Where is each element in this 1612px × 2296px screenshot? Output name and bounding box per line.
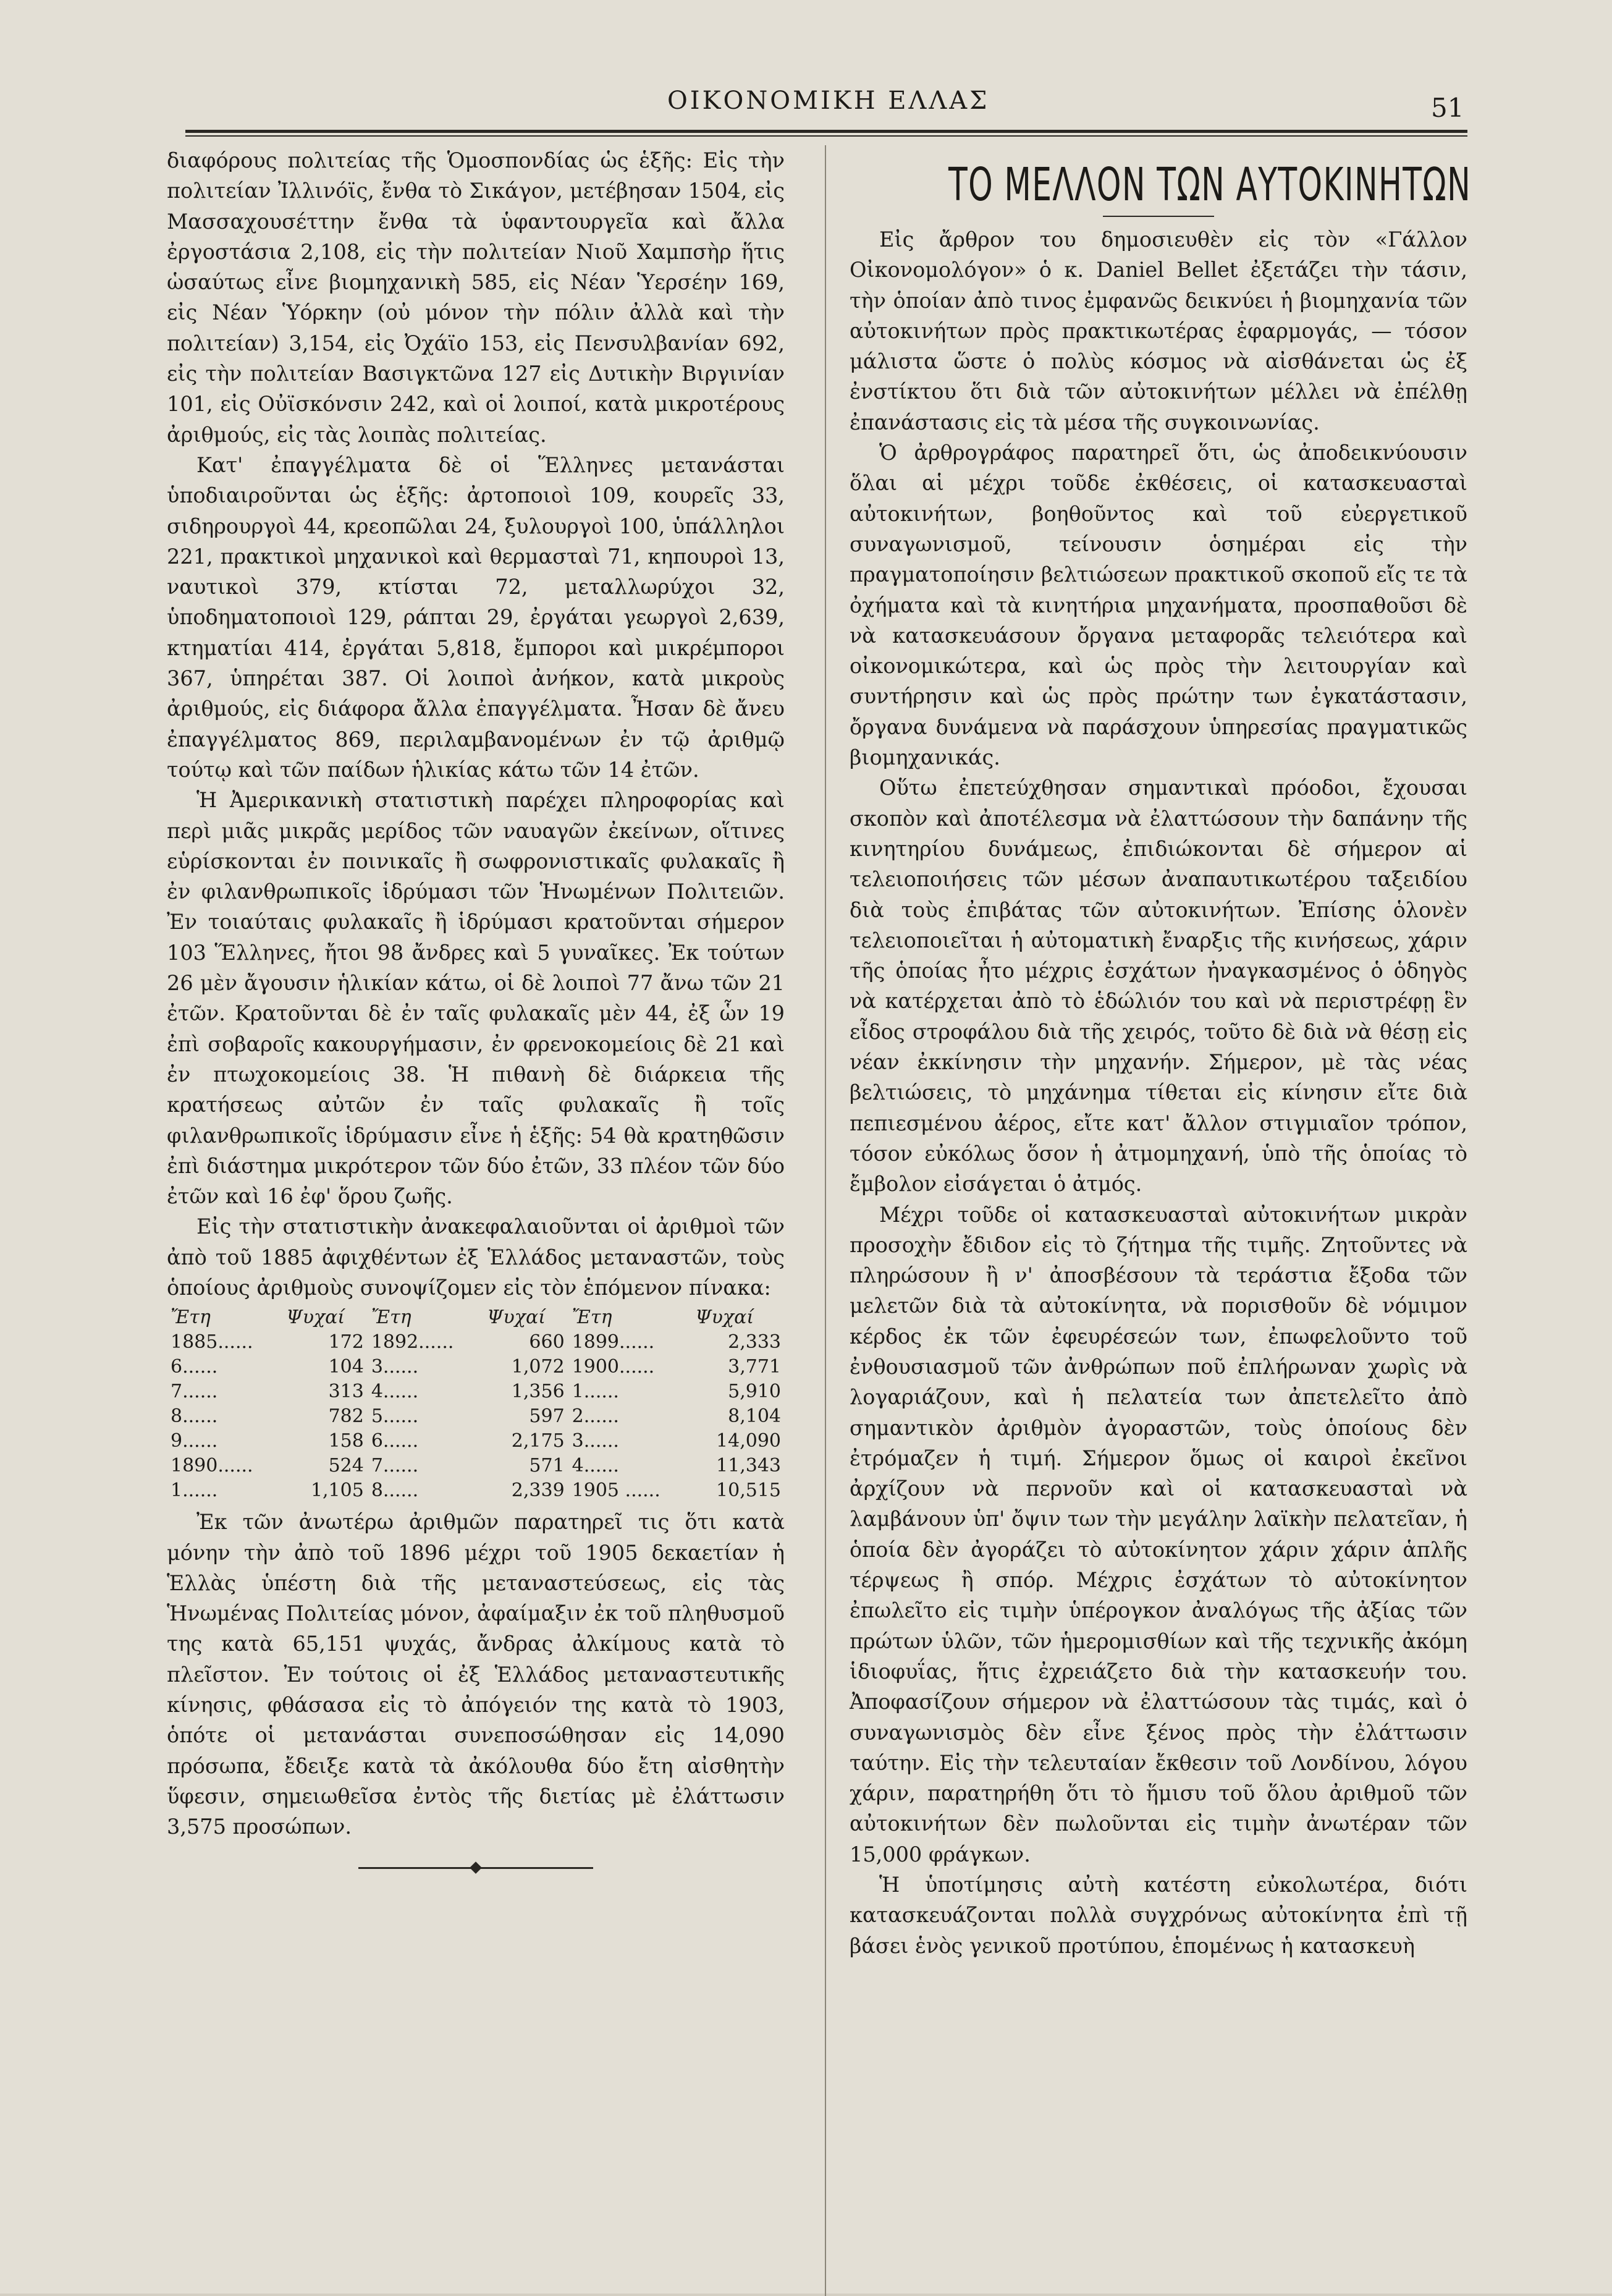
table-row	[167, 1379, 785, 1404]
table-header-cell: Ψυχαί	[286, 1307, 345, 1329]
emigration-table	[167, 1305, 785, 1503]
table-cell: 3......	[572, 1430, 619, 1452]
table-cell: 2,175	[511, 1430, 565, 1452]
table-header-cell: Ἔτη	[171, 1307, 211, 1329]
table-row	[167, 1454, 785, 1478]
table-cell: 8......	[171, 1405, 218, 1428]
table-cell: 2,333	[728, 1331, 781, 1353]
table-cell: 7......	[371, 1455, 419, 1477]
table-cell: 2......	[572, 1405, 619, 1428]
table-cell: 172	[328, 1331, 364, 1353]
table-cell: 104	[328, 1356, 364, 1378]
table-cell: 313	[328, 1381, 364, 1403]
table-cell: 6......	[171, 1356, 218, 1378]
table-row	[167, 1478, 785, 1503]
table-cell: 1890......	[171, 1455, 253, 1477]
table-cell: 11,343	[716, 1455, 781, 1477]
left-paragraph-2: Κατ' ἐπαγγέλματα δὲ οἱ Ἕλληνες μετανάσται ὑποδιαιροῦνται ὡς ἑξῆς: ἀρτοποιοὶ 109, κουρεῖς 33, σιδηρουργοὶ 44, κρεοπῶλαι 24, ξυλουργοὶ 100, ὑπάλληλοι 221, πρακτικοὶ μηχανικοὶ καὶ θερμασταὶ 71, κηπουροὶ 13, ναυτικοὶ 379, κτίσται 72, μεταλλωρύχοι 32, ὑποδηματοποιοὶ 129, ράπται 29, ἐργάται γεωργοὶ 2,639, κτηματίαι 414, ἐργάται 5,818, ἔμποροι καὶ μικρέμποροι 367, ὑπηρέται 387. Οἱ λοιποὶ ἀνήκον, κατὰ μικροὺς ἀριθμούς, εἰς διάφορα ἄλλα ἐπαγγέλματα. Ἦσαν δὲ ἄνευ ἐπαγγέλματος 869, περιλαμβανομένων ἐν τῷ ἀριθμῷ τούτῳ καὶ τῶν παίδων ἡλικίας κάτω τῶν 14 ἐτῶν.	[167, 452, 785, 782]
table-cell: 1,356	[511, 1381, 565, 1403]
table-cell: 660	[529, 1331, 565, 1353]
table-cell: 4......	[572, 1455, 619, 1477]
table-cell: 3......	[371, 1356, 419, 1378]
table-cell: 2,339	[511, 1480, 565, 1502]
table-cell: 4......	[371, 1381, 419, 1403]
table-row	[167, 1404, 785, 1429]
table-cell: 524	[328, 1455, 364, 1477]
table-cell: 1900......	[572, 1356, 655, 1378]
table-cell: 1885......	[171, 1331, 253, 1353]
table-cell: 6......	[371, 1430, 419, 1452]
right-column	[850, 145, 1472, 1961]
table-cell: 1905 ......	[572, 1480, 660, 1502]
right-paragraph-2: Ὁ ἀρθρογράφος παρατηρεῖ ὅτι, ὡς ἀποδεικνύουσιν ὅλαι αἱ μέχρι τοῦδε ἐκθέσεις, οἱ κατασκευασταὶ αὐτοκινήτων, βοηθοῦντος καὶ τοῦ εὐεργετικοῦ συναγωνισμοῦ, τείνουσιν ὁσημέραι εἰς τὴν πραγματοποίησιν βελτιώσεων πρακτικοῦ σκοποῦ εἴς τε τὰ ὀχήματα καὶ τὰ κινητήρια μηχανήματα, προσπαθοῦσι δὲ νὰ κατασκευάσουν ὄργανα μεταφορᾶς τελειότερα καὶ οἰκονομικώτερα, καὶ ὡς πρὸς τὴν λειτουργίαν καὶ συντήρησιν καὶ ὡς πρὸς πρώτην των ἐγκατάστασιν, ὄργανα δυνάμενα νὰ παράσχουν ὑπηρεσίας πραγματικῶς βιομηχανικάς.	[850, 441, 1467, 770]
table-header-cell: Ἔτη	[572, 1307, 612, 1329]
table-header-cell: Ἔτη	[371, 1307, 411, 1329]
table-row	[167, 1330, 785, 1355]
right-paragraph-3: Οὕτω ἐπετεύχθησαν σημαντικαὶ πρόοδοι, ἔχουσαι σκοπὸν καὶ ἀποτέλεσμα νὰ ἐλαττώσουν τὴν δαπάνην τῆς κινητηρίου δυνάμεως, ἐπιδιώκονται δὲ σήμερον αἱ τελειοποιήσεις τῶν μέσων ἀναπαυτικωτέρου ταξειδίου διὰ τοὺς ἐπιβάτας τῶν αὐτοκινήτων. Ἐπίσης ὁλονὲν τελειοποιεῖται ἡ αὐτοματικὴ ἔναρξις τῆς κινήσεως, χάριν τῆς ὁποίας ἦτο μέχρις ἐσχάτων ἠναγκασμένος ὁ ὁδηγὸς νὰ κατέρχεται ἀπὸ τὸ ἑδώλιόν του καὶ νὰ περιστρέφῃ ἓν εἶδος στροφάλου διὰ τῆς χειρός, τοῦτο δὲ διὰ νὰ θέσῃ εἰς νέαν ἐκκίνησιν τὴν μηχανήν. Σήμερον, μὲ τὰς νέας βελτιώσεις, τὸ μηχάνημα τίθεται εἰς κίνησιν εἴτε διὰ πεπιεσμένου ἀέρος, εἴτε κατ' ἄλλον στιγμιαῖον τρόπον, τόσον εὐκόλως ὅσον ἡ ἀτμομηχανή, ὑπὸ τῆς ὁποίας τὸ ἔμβολον εἰσάγεται ὁ ἀτμός.	[850, 776, 1467, 1197]
table-row	[167, 1355, 785, 1379]
left-paragraph-4: Εἰς τὴν στατιστικὴν ἀνακεφαλαιοῦνται οἱ ἀριθμοὶ τῶν ἀπὸ τοῦ 1885 ἀφιχθέντων ἐξ Ἑλλάδος μεταναστῶν, τοὺς ὁποίους ἀριθμοὺς συνοψίζομεν εἰς τὸν ἑπόμενον πίνακα:	[167, 1214, 785, 1300]
right-paragraph-1: Εἰς ἄρθρον του δημοσιευθὲν εἰς τὸν «Γάλλον Οἰκονομολόγον» ὁ κ. Daniel Bellet ἐξετάζει τὴν τάσιν, τὴν ὁποίαν ἀπὸ τινος ἐμφανῶς δεικνύει ἡ βιομηχανία τῶν αὐτοκινήτων πρὸς πρακτικωτέρας ἐφαρμογάς, — τόσον μάλιστα ὥστε ὁ πολὺς κόσμος νὰ αἰσθάνεται ὡς ἐξ ἐνστίκτου ὅτι διὰ τῶν αὐτοκινήτων μέλλει νὰ ἐπέλθῃ ἐπανάστασις εἰς τὰ μέσα τῆς συγκοινωνίας.	[850, 227, 1467, 434]
table-cell: 1899......	[572, 1331, 655, 1353]
table-cell: 9......	[171, 1430, 218, 1452]
table-header-cell: Ψυχαί	[487, 1307, 546, 1329]
table-cell: 158	[328, 1430, 364, 1452]
table-cell: 7......	[171, 1381, 218, 1403]
title-rule	[1103, 216, 1214, 217]
table-cell: 597	[529, 1405, 565, 1428]
table-body	[167, 1330, 785, 1503]
table-cell: 8......	[371, 1480, 419, 1502]
left-column	[167, 145, 785, 1869]
table-cell: 1892......	[371, 1331, 454, 1353]
header-rule	[185, 130, 1467, 133]
table-header-cell: Ψυχαί	[695, 1307, 754, 1329]
page-number: 51	[1431, 93, 1464, 123]
column-divider	[825, 145, 826, 2296]
table-cell: 782	[328, 1405, 364, 1428]
header-rule-thin	[185, 135, 1467, 137]
table-cell: 14,090	[716, 1430, 781, 1452]
table-cell: 5......	[371, 1405, 419, 1428]
table-header-row	[167, 1305, 785, 1330]
right-paragraph-5: Ἡ ὑποτίμησις αὐτὴ κατέστη εὐκολωτέρα, διότι κατασκευάζονται πολλὰ συγχρόνως αὐτοκίνητα ἐπὶ τῇ βάσει ἑνὸς γενικοῦ προτύπου, ἑπομένως ἡ κατασκευὴ	[850, 1873, 1467, 1958]
table-cell: 1......	[171, 1480, 218, 1502]
left-paragraph-1: διαφόρους πολιτείας τῆς Ὁμοσπονδίας ὡς ἑξῆς: Εἰς τὴν πολιτείαν Ἰλλινόϊς, ἔνθα τὸ Σικάγον, μετέβησαν 1504, εἰς Μασσαχουσέττην ἔνθα τὰ ὑφαντουργεῖα καὶ ἄλλα ἐργοστάσια 2,108, εἰς τὴν πολιτείαν Νιοῦ Χαμπσὴρ ἥτις ὡσαύτως εἶνε βιομηχανικὴ 585, εἰς Νέαν Ὑερσέην 169, εἰς Νέαν Ὑόρκην (οὐ μόνον τὴν πόλιν ἀλλὰ καὶ τὴν πολιτείαν) 3,154, εἰς Ὀχάϊο 153, εἰς Πενσυλβανίαν 692, εἰς τὴν πολιτείαν Βασιγκτῶνα 127 εἰς Δυτικὴν Βιργινίαν 101, εἰς Οὐϊσκόνσιν 242, καὶ οἱ λοιποί, κατὰ μικροτέρους ἀριθμούς, εἰς τὰς λοιπὰς πολιτείας.	[167, 148, 785, 447]
article-end-ornament	[358, 1867, 593, 1869]
table-cell: 5,910	[728, 1381, 781, 1403]
table-cell: 571	[529, 1455, 565, 1477]
table-cell: 8,104	[728, 1405, 781, 1428]
table-cell: 1......	[572, 1381, 619, 1403]
table-cell: 1,105	[310, 1480, 364, 1502]
right-paragraph-4: Μέχρι τοῦδε οἱ κατασκευασταὶ αὐτοκινήτων μικρὰν προσοχὴν ἔδιδον εἰς τὸ ζήτημα τῆς τιμῆς. Ζητοῦντες νὰ πληρώσουν ἢ ν' ἀποσβέσουν τὰ τεράστια ἔξοδα τῶν μελετῶν διὰ τὰ αὐτοκίνητα, νὰ πορισθοῦν δὲ νόμιμον κέρδος ἐκ τῶν ἐφευρέσεών των, ἐπωφελοῦντο τοῦ ἐνθουσιασμοῦ τῶν ἀνθρώπων ποῦ ἐπλήρωναν χωρὶς νὰ λογαριάζουν, καὶ ἡ πελατεία των ἀπετελεῖτο ἀπὸ σημαντικὸν ἀριθμὸν ἀγοραστῶν, τοὺς ὁποίους δὲν ἐτρόμαζεν ἡ τιμή. Σήμερον ὅμως οἱ καιροὶ ἐκεῖνοι ἀρχίζουν νὰ περνοῦν καὶ οἱ κατασκευασταὶ νὰ λαμβάνουν ὑπ' ὄψιν των τὴν μεγάλην λαϊκὴν πελατεῖαν, ἡ ὁποία δὲν ἀγοράζει τὸ αὐτοκίνητον χάριν χάριν ἁπλῆς τέρψεως ἢ σπόρ. Μέχρις ἐσχάτων τὸ αὐτοκίνητον ἐπωλεῖτο εἰς τιμὴν ὑπέρογκον ἀναλόγως τῆς ἀξίας τῶν πρώτων ὑλῶν, τῶν ἡμερομισθίων καὶ τῆς τεχνικῆς ἀκόμη ἱδιοφυΐας, ἥτις ἐχρειάζετο διὰ τὴν κατασκευήν του. Ἀποφασίζουν σήμερον νὰ ἐλαττώσουν τὰς τιμάς, καὶ ὁ συναγωνισμὸς δὲν εἶνε ξένος πρὸς τὴν ἐλάττωσιν ταύτην. Εἰς τὴν τελευταίαν ἔκθεσιν τοῦ Λονδίνου, λόγου χάριν, παρατηρήθη ὅτι τὸ ἥμισυ τοῦ ὅλου ἀριθμοῦ τῶν αὐτοκινήτων δὲν πωλοῦνται εἰς τιμὴν ἀνωτέραν τῶν 15,000 φράγκων.	[850, 1202, 1467, 1866]
journal-title: ΟΙΚΟΝΟΜΙΚΗ ΕΛΛΑΣ	[667, 87, 990, 115]
table-cell: 10,515	[716, 1480, 781, 1502]
table-cell: 3,771	[728, 1356, 781, 1378]
left-paragraph-3: Ἡ Ἀμερικανικὴ στατιστικὴ παρέχει πληροφορίας καὶ περὶ μιᾶς μικρᾶς μερίδος τῶν ναυαγῶν ἐκείνων, οἵτινες εὑρίσκονται ἐν ποινικαῖς ἢ σωφρονιστικαῖς φυλακαῖς ἢ ἐν φιλανθρωπικοῖς ἱδρύμασι τῶν Ἡνωμένων Πολιτειῶν. Ἐν τοιαύταις φυλακαῖς ἢ ἱδρύμασι κρατοῦνται σήμερον 103 Ἕλληνες, ἤτοι 98 ἄνδρες καὶ 5 γυναῖκες. Ἐκ τούτων 26 μὲν ἄγουσιν ἡλικίαν κάτω, οἱ δὲ λοιποὶ 77 ἄνω τῶν 21 ἐτῶν. Κρατοῦνται δὲ ἐν ταῖς φυλακαῖς μὲν 44, ἐξ ὧν 19 ἐπὶ σοβαροῖς κακουργήμασιν, ἐν φρενοκομείοις δὲ 21 καὶ ἐν πτωχοκομείοις 38. Ἡ πιθανὴ δὲ διάρκεια τῆς κρατήσεως αὐτῶν ἐν ταῖς φυλακαῖς ἢ τοῖς φιλανθρωπικοῖς ἱδρύμασιν εἶνε ἡ ἑξῆς: 54 θὰ κρατηθῶσιν ἐπὶ διάστημα μικρότερον τῶν δύο ἐτῶν, 33 πλέον τῶν δύο ἐτῶν καὶ 16 ἐφ' ὅρου ζωῆς.	[167, 788, 785, 1209]
left-closing-paragraph: Ἐκ τῶν ἀνωτέρω ἀριθμῶν παρατηρεῖ τις ὅτι κατὰ μόνην τὴν ἀπὸ τοῦ 1896 μέχρι τοῦ 1905 δεκαετίαν ἡ Ἑλλὰς ὑπέστη διὰ τῆς μεταναστεύσεως, εἰς τὰς Ἡνωμένας Πολιτείας μόνον, ἀφαίμαξιν ἐκ τοῦ πληθυσμοῦ της κατὰ 65,151 ψυχάς, ἄνδρας ἀλκίμους κατὰ τὸ πλεῖστον. Ἐν τούτοις οἱ ἐξ Ἑλλάδος μεταναστευτικῆς κίνησις, φθάσασα εἰς τὸ ἀπόγειόν της κατὰ τὸ 1903, ὁπότε οἱ μετανάσται συνεποσώθησαν εἰς 14,090 πρόσωπα, ἔδειξε κατὰ τὰ ἀκόλουθα δύο ἔτη αἰσθητὴν ὕφεσιν, σημειωθεῖσα ἐντὸς τῆς διετίας μὲ ἐλάττωσιν 3,575 προσώπων.	[167, 1510, 785, 1839]
table-row	[167, 1429, 785, 1454]
article-title: ΤΟ ΜΕΛΛΟΝ ΤΩΝ ΑΥΤΟΚΙΝΗΤΩΝ	[948, 158, 1472, 211]
table-cell: 1,072	[511, 1356, 565, 1378]
